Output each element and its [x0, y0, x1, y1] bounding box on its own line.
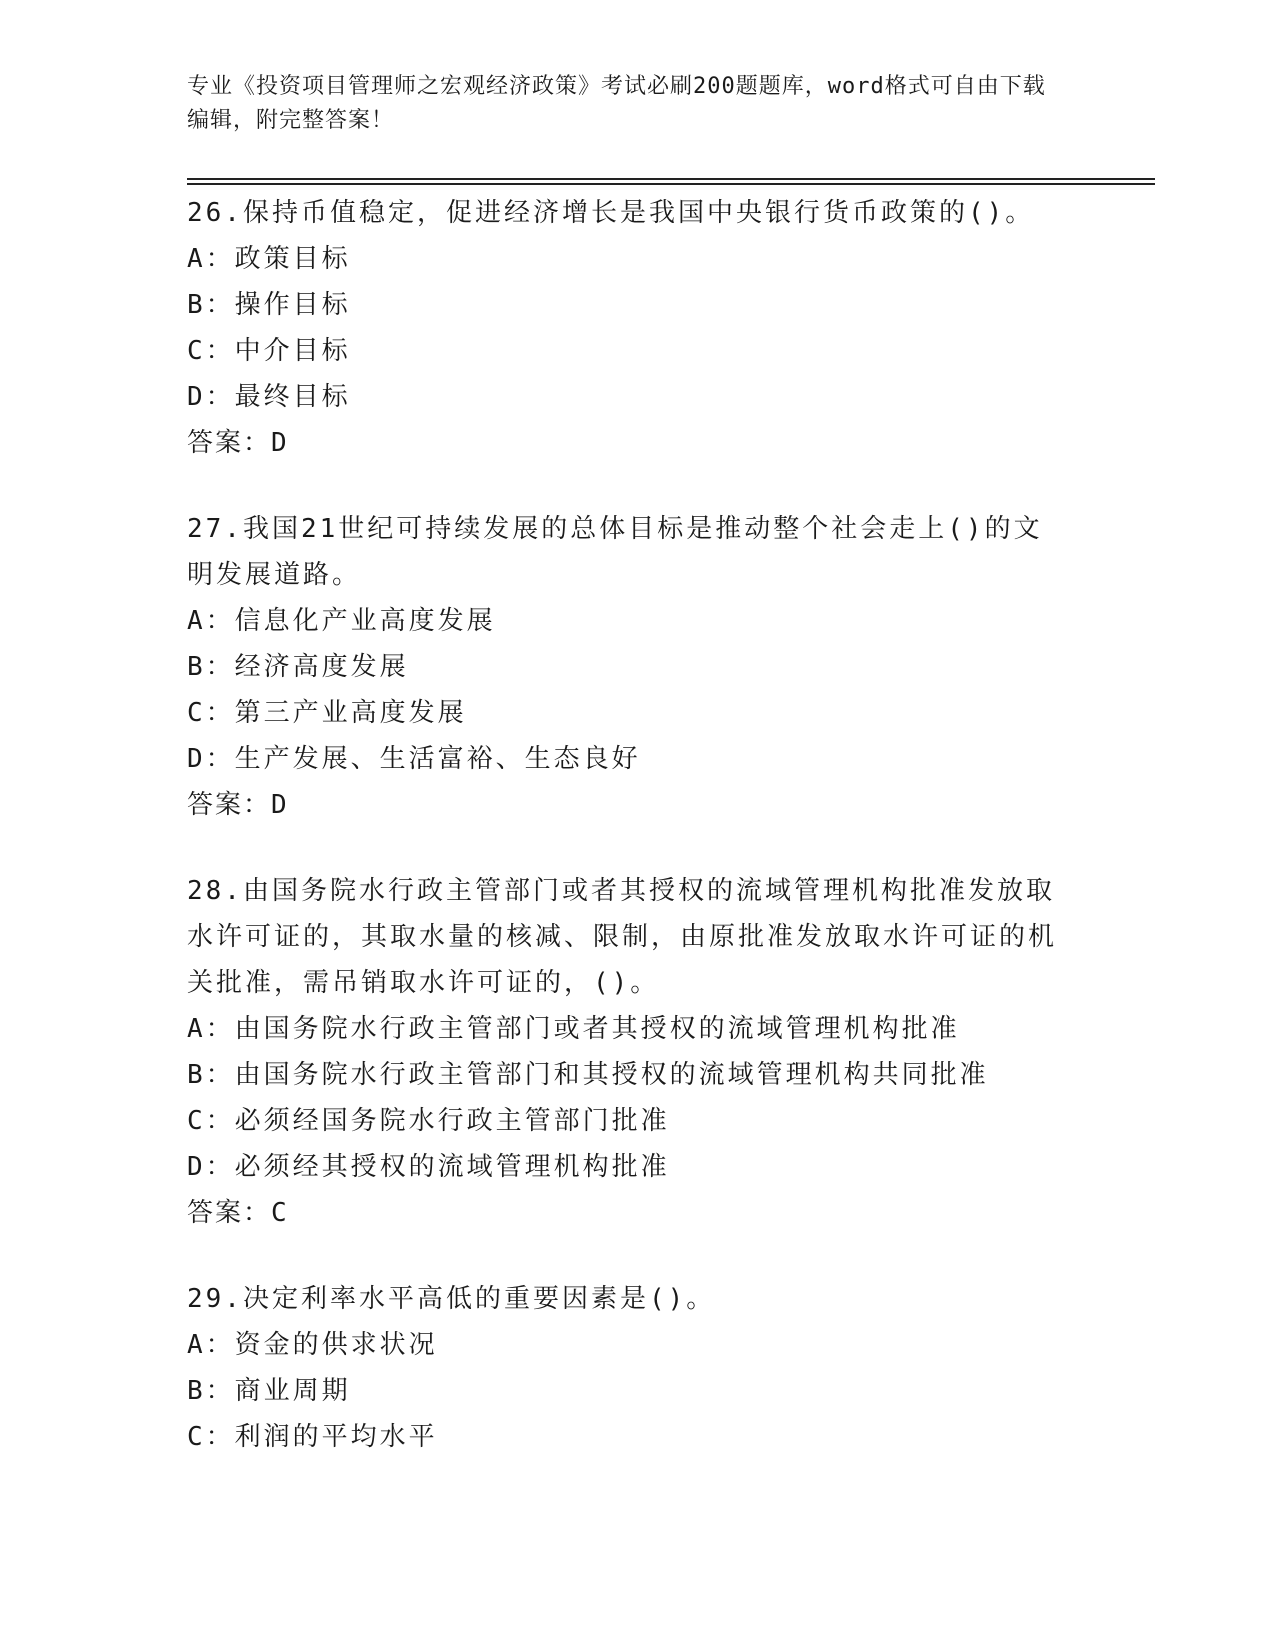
- answer-label: 答案：: [187, 790, 272, 820]
- option-c: C：利润的平均水平: [187, 1422, 438, 1452]
- document-header: 专业《投资项目管理师之宏观经济政策》考试必刷200题题库，word格式可自由下载编辑，附完整答案！: [187, 74, 1046, 133]
- answer-label: 答案：: [187, 428, 272, 458]
- answer-value: C: [271, 1198, 289, 1228]
- question-26: [187, 190, 1087, 466]
- question-text: 29.决定利率水平高低的重要因素是()。: [187, 1284, 716, 1314]
- question-text: 26.保持币值稳定，促进经济增长是我国中央银行货币政策的()。: [187, 198, 1035, 228]
- option-a: A：由国务院水行政主管部门或者其授权的流域管理机构批准: [187, 1014, 960, 1044]
- header-divider-bottom: [187, 183, 1155, 185]
- question-29: [187, 1276, 1087, 1460]
- option-d: D：必须经其授权的流域管理机构批准: [187, 1152, 670, 1182]
- answer-line: [187, 420, 1087, 466]
- question-28: [187, 868, 1087, 1236]
- question-text: 27.我国21世纪可持续发展的总体目标是推动整个社会走上()的文明发展道路。: [187, 514, 1043, 590]
- option-b: B：由国务院水行政主管部门和其授权的流域管理机构共同批准: [187, 1060, 989, 1090]
- answer-value: D: [271, 790, 289, 820]
- option-b: B：经济高度发展: [187, 652, 409, 682]
- answer-line: [187, 1190, 1087, 1236]
- option-c: C：必须经国务院水行政主管部门批准: [187, 1106, 670, 1136]
- question-27: [187, 506, 1087, 828]
- header-divider-top: [187, 178, 1155, 180]
- option-d: D：生产发展、生活富裕、生态良好: [187, 744, 641, 774]
- option-c: C：第三产业高度发展: [187, 698, 467, 728]
- option-a: A：信息化产业高度发展: [187, 606, 496, 636]
- question-list: [187, 190, 1087, 1500]
- option-b: B：商业周期: [187, 1376, 351, 1406]
- answer-value: D: [271, 428, 289, 458]
- option-a: A：政策目标: [187, 244, 351, 274]
- option-d: D：最终目标: [187, 382, 351, 412]
- option-b: B：操作目标: [187, 290, 351, 320]
- option-a: A：资金的供求状况: [187, 1330, 438, 1360]
- answer-line: [187, 782, 1087, 828]
- answer-label: 答案：: [187, 1198, 272, 1228]
- option-c: C：中介目标: [187, 336, 351, 366]
- question-text: 28.由国务院水行政主管部门或者其授权的流域管理机构批准发放取水许可证的，其取水量的核减、限制，由原批准发放取水许可证的机关批准，需吊销取水许可证的，()。: [187, 876, 1058, 998]
